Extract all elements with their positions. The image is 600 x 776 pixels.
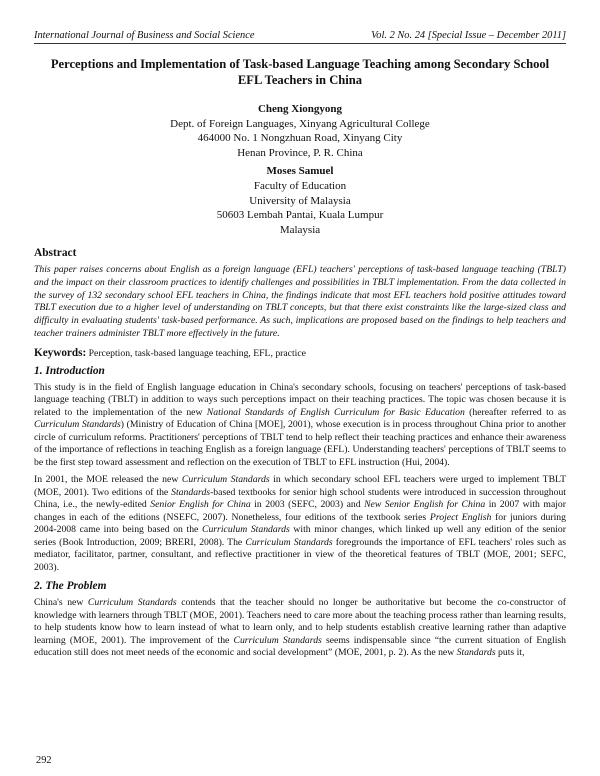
affiliation-line: University of Malaysia <box>249 194 351 207</box>
italic-run: Curriculum Standards <box>87 597 177 609</box>
paragraph <box>34 382 566 470</box>
text-run: in 2007 with major changes in each of the editions (NSEFC, 2007). Nonetheless, four editions of the textbook series <box>34 499 567 523</box>
italic-run: Project English <box>429 511 492 523</box>
italic-run: Curriculum Standards <box>34 419 121 431</box>
journal-name: International Journal of Business and Social Science <box>34 30 255 41</box>
affiliation-line: Faculty of Education <box>253 179 347 192</box>
paragraph <box>34 474 566 574</box>
page-number: 292 <box>36 755 52 766</box>
paragraph <box>34 597 566 660</box>
issue-info: Vol. 2 No. 24 [Special Issue – December 2011] <box>371 30 566 41</box>
affiliation-line: 50603 Lembah Pantai, Kuala Lumpur <box>216 209 384 222</box>
text-run: (hereafter referred to as <box>464 406 566 418</box>
affiliation-line: Malaysia <box>279 223 321 236</box>
italic-run: Standards <box>171 486 211 498</box>
text-run: puts it, <box>495 647 525 659</box>
affiliation-line: 464000 No. 1 Nongzhuan Road, Xinyang City <box>197 132 403 145</box>
text-run: in 2003 (SEFC, 2003) and <box>250 499 365 511</box>
author-block-1 <box>34 102 566 160</box>
text-run: foregrounds the importance of EFL teachers' roles such as mediator, facilitator, partner, consultant, and reflective practitioner in view of the theoretical features of TBLT (MOE, 2001; SEFC, 2003). <box>34 536 566 573</box>
italic-run: Curriculum Standards <box>201 524 290 536</box>
text-run: contends that the teacher should no longer be authoritative but become the co-constructor of knowledge with learners through TBLT (MOE, 2001). Teachers need to care more about the teaching process rather than learning results, to help students know how to learn instead of what to learn only, and to help students establish creative learning rather than adaptive learning (MOE, 2001). The improvement of the <box>34 597 566 646</box>
italic-run: Curriculum Standards <box>233 634 322 646</box>
text-run: seems indispensable since “the current situation of English education still does not meet needs of the economic and social development” (MOE, 2001, p. 2). As the new <box>34 634 566 659</box>
text-run: In 2001, the MOE released the new <box>34 474 182 486</box>
keywords <box>34 347 566 359</box>
author-name: Cheng Xiongyong <box>257 103 343 115</box>
keywords-text: Perception, task-based language teaching, EFL, practice <box>88 347 306 359</box>
author-block-2 <box>34 164 566 237</box>
italic-run: Curriculum Standards <box>181 474 270 486</box>
text-run: This study is in the field of English language education in China's secondary schools, focusing on teachers' perceptions of task-based language teaching (TBLT) in addition to ways such perceptions impact on their teaching practices. The topic was chosen because it is related to the implementation of the new <box>34 381 566 418</box>
section-heading-introduction: 1. Introduction <box>34 364 105 377</box>
paper-title: Perceptions and Implementation of Task-based Language Teaching among Secondary School EFL Teachers in China <box>50 57 550 87</box>
italic-run: National Standards of English Curriculum for Basic Education <box>206 406 465 418</box>
affiliation-line: Henan Province, P. R. China <box>237 146 363 159</box>
text-run: China's new <box>34 597 88 609</box>
author-name: Moses Samuel <box>266 165 334 178</box>
abstract-text: This paper raises concerns about English as a foreign language (EFL) teachers' perceptions of task-based language teaching (TBLT) and the impact on their classroom practices to identify challenges and possibilities in TBLT implementation. From the data collected in the survey of 132 secondary school EFL teachers in China, the findings indicate that most EFL teachers hold positive attitudes toward TBLT execution due to a higher level of understanding on TBLT concepts, but that there exist constraints like the large-sized class and difficulty in evaluating students' task-based performance. As such, implications are proposed based on the findings to help teachers and teacher trainers administer TBLT more effectively in the future. <box>34 264 566 339</box>
text-run: for juniors during 2004-2008 came into being based on the <box>34 511 566 536</box>
italic-run: Standards <box>456 647 496 659</box>
italic-run: Curriculum Standards <box>245 536 333 548</box>
italic-run: New Senior English for China <box>364 499 486 511</box>
text-run: ) (Ministry of Education of China [MOE], 2001), whose execution is in process throughout China prior to another circle of curriculum reforms. Practitioners' perceptions of TBLT tend to help reflect their teaching practices and enhance their awareness of the importance of reflections in teaching English as a foreign language (EFL). Understanding teachers' perceptions of TBLT seems to be the first step toward assessment and reflection on the execution of TBLT to EFL instruction (Hui, 2004). <box>34 419 566 468</box>
running-header <box>34 30 566 44</box>
keywords-label: Keywords: <box>34 346 87 359</box>
abstract-heading: Abstract <box>34 247 77 260</box>
italic-run: Senior English for China <box>150 499 251 511</box>
text-run: in which secondary school EFL teachers were urged to implement TBLT (MOE, 2001). Two editions of the <box>34 474 567 498</box>
text-run: with minor changes, which linked up well any edition of the senior series (Book Introduction, 2009; BRERI, 2008). The <box>34 524 566 548</box>
paper-page <box>34 30 566 660</box>
section-heading-problem: 2. The Problem <box>34 580 107 593</box>
text-run: -based textbooks for senior high school students were introduced in succession throughout China, i.e., the newly-edited <box>34 486 566 511</box>
affiliation-line: Dept. of Foreign Languages, Xinyang Agricultural College <box>170 117 430 130</box>
